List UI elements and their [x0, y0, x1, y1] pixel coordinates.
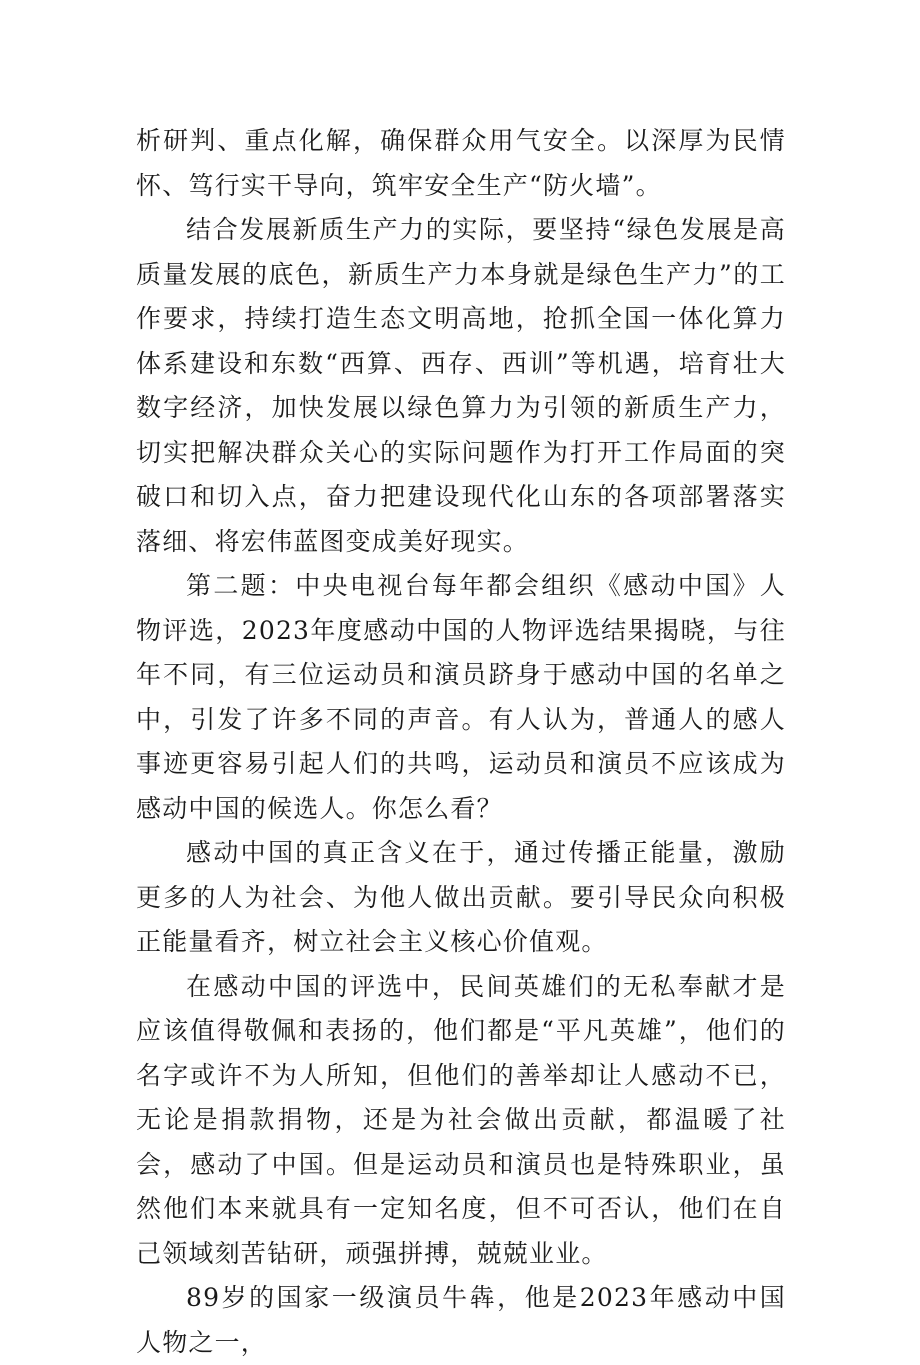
- paragraph-continuation: 析研判、重点化解，确保群众用气安全。以深厚为民情怀、笃行实干导向，筑牢安全生产“防火墙”。: [136, 126, 786, 200]
- paragraph-green-development: 结合发展新质生产力的实际，要坚持“绿色发展是高质量发展的底色，新质生产力本身就是绿色生产力”的工作要求，持续打造生态文明高地，抢抓全国一体化算力体系建设和东数“西算、西存、西训”等机遇，培育壮大数字经济，加快发展以绿色算力为引领的新质生产力，切实把解决群众关心的实际问题作为打开工作局面的突破口和切入点，奋力把建设现代化山东的各项部署落实落细、将宏伟蓝图变成美好现实。: [136, 215, 786, 556]
- paragraph-ordinary-heroes: 在感动中国的评选中，民间英雄们的无私奉献才是应该值得敬佩和表扬的，他们都是“平凡英雄”，他们的名字或许不为人所知，但他们的善举却让人感动不已，无论是捐款捐物，还是为社会做出贡献，都温暖了社会，感动了中国。但是运动员和演员也是特殊职业，虽然他们本来就具有一定知名度，但不可否认，他们在自己领域刻苦钻研，顽强拼搏，兢兢业业。: [136, 971, 786, 1268]
- paragraph-meaning: 感动中国的真正含义在于，通过传播正能量，激励更多的人为社会、为他人做出贡献。要引导民众向积极正能量看齐，树立社会主义核心价值观。: [136, 838, 786, 956]
- document-body: [136, 119, 786, 1365]
- paragraph-niu-ben: 89岁的国家一级演员牛犇，他是2023年感动中国人物之一，: [136, 1283, 786, 1357]
- paragraph-question-two: 第二题：中央电视台每年都会组织《感动中国》人物评选，2023年度感动中国的人物评选结果揭晓，与往年不同，有三位运动员和演员跻身于感动中国的名单之中，引发了许多不同的声音。有人认为，普通人的感人事迹更容易引起人们的共鸣，运动员和演员不应该成为感动中国的候选人。你怎么看？: [136, 571, 786, 823]
